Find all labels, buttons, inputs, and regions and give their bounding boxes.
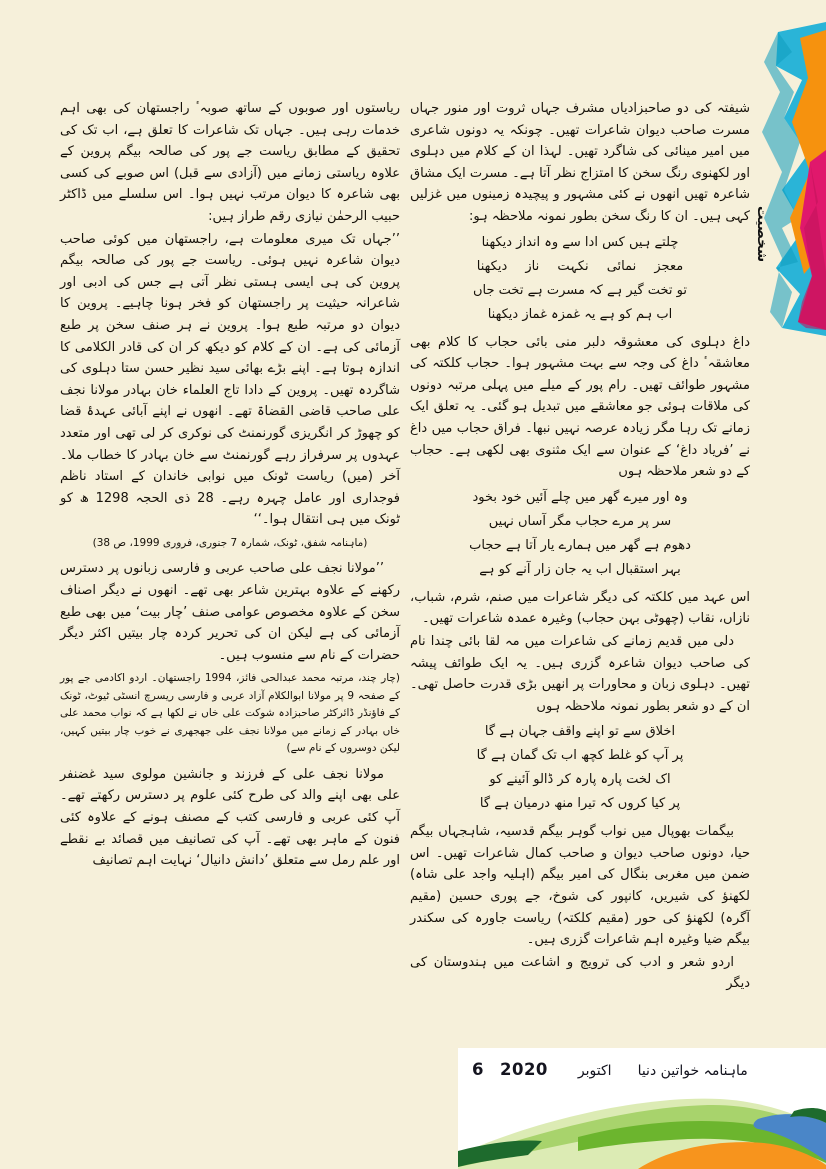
corner-decoration-art: [742, 22, 826, 336]
paragraph: دلی میں قدیم زمانے کی شاعرات میں مہ لقا بائی چندا نام کی صاحب دیوان شاعرہ گزری ہیں۔ یہ ایک طوائف پیشہ تھیں۔ دہلوی زبان و محاورات پر انھیں بڑی قدرت حاصل تھی۔ ان کے دو شعر بطور نمونہ ملاحظہ ہوں: [410, 633, 750, 714]
paragraph: مولانا نجف علی کے فرزند و جانشین مولوی سید غضنفر علی بھی اپنے والد کی طرح کئی علوم پر دسترس رکھتے تھے۔ آپ کئی عربی و فارسی کتب کے مصنف ہونے کے علاوہ کئی فنون کے ماہر بھی تھے۔ آپ کی تصانیف میں قصائد بے نقطے اور علم رمل سے متعلق ’دانش دانیال‘ نہایت اہم تصانیف: [60, 766, 400, 869]
footer: [458, 1048, 826, 1169]
quoted-paragraph: ’’جہاں تک میری معلومات ہے، راجستھان میں کوئی صاحب دیوان شاعرہ نہیں ہوئی۔ ریاست جے پور کی صالحہ بیگم پروین کی ہی ایسی ہستی نظر آتی ہے جس کی ادبی اور شاعرانہ حیثیت پر راجستھان کو فخر ہونا چاہیے۔ پروین کا دیوان دو مرتبہ طبع ہوا۔ پروین نے ہر صنف سخن پر طبع آزمائی کی ہے۔ ان کے کلام کو دیکھ کر ان کی قادر الکلامی کا اندازہ ہوتا ہے۔ اپنے بڑے بھائی سید نظیر حسن ستا دہلوی کی شاگردہ تھیں۔ پروین کے دادا تاج العلماء خان بہادر مولانا نجف علی صاحب قاضی القضاۃ تھے۔ انھوں نے اپنے آبائی عہدۂ قضا کو چھوڑ کر انگریزی گورنمنٹ کی نوکری کر لی تھی اور متعدد عہدوں پر سرفراز رہے گورنمنٹ سے خان بہادر کا خطاب ملا۔ آخر (میں) ریاست ٹونک میں نوابی خاندان کے استاد ناظم فوجداری اور عامل چہرہ رہے۔ 28 ذی الحجہ 1298 ھ کو ٹونک میں ہی انتقال ہوا۔‘‘: [60, 231, 400, 528]
paragraph: بیگمات بھوپال میں نواب گوہر بیگم قدسیہ، شاہجہاں بیگم حیا، دونوں صاحب دیوان و صاحب کمال شاعرات تھیں۔ اس ضمن میں مغربی بنگال کی امیر بیگم (اہلیہ واجد علی شاہ) لکھنؤ کی شیریں، کانپور کی شوخ، جے پوری حسین (مقیم آگرہ) لکھنؤ کی حور (مقیم کلکتہ) ریاست جاورہ کی سکندر بیگم ضیا وغیرہ اہم شاعرات گزری ہیں۔: [410, 824, 750, 948]
page-number: 6: [472, 1060, 484, 1079]
verse-line: چلتے ہیں کس ادا سے وہ انداز دیکھنا: [481, 234, 679, 250]
verse-line: بہر استقبال اب یہ جان زار آنے کو ہے: [479, 561, 681, 577]
paragraph: اس عہد میں کلکتہ کی دیگر شاعرات میں صنم، شرم، شباب، نازاں، نقاب (چھوٹی بہن حجاب) وغیرہ عمدہ شاعرات تھیں۔: [410, 589, 750, 627]
column-right: [410, 98, 750, 996]
verse-line: پر کیا کروں کہ تیرا منھ درمیان ہے گا: [479, 796, 681, 812]
verse-block: [436, 486, 724, 582]
verse-line: اخلاق سے تو اپنے واقف جہان ہے گا: [484, 724, 676, 740]
paragraph: ریاستوں اور صوبوں کے ساتھ صوبہٴ راجستھان کی بھی اہم خدمات رہی ہیں۔ جہاں تک شاعرات کا تعلق ہے، اب تک کی تحقیق کے مطابق ریاست جے پور کی صالحہ بیگم پروین کے علاوہ ریاستی زمانے میں (آزادی سے قبل) اس صوبے کی کسی بھی شاعرہ کا دیوان مرتب نہیں ہوا۔ اس سلسلے میں ڈاکٹر حبیب الرحمٰن نیازی رقم طراز ہیں:: [60, 101, 400, 224]
footer-month: اکتوبر: [577, 1063, 612, 1079]
magazine-name: ماہنامہ خواتین دنیا: [637, 1063, 748, 1079]
verse-line: اب ہم کو ہے یہ غمزہ غماز دیکھنا: [487, 306, 673, 322]
verse-line: سر پر مرے حجاب مگر آساں نہیں: [488, 513, 672, 529]
citation: (چار چند، مرتبہ محمد عبدالحی فائز، 1994 راجستھان۔ اردو اکادمی جے پور کے صفحہ 9 پر مولانا ابوالکلام آزاد عربی و فارسی ریسرچ انسٹی ٹیوٹ، ٹونک کے فاؤنڈر ڈائرکٹر صاحبزادہ شوکت علی خاں نے لکھا ہے کہ نواب محمد علی خاں بہادر کے زمانے میں مولانا نجف علی جھجھری نے خوب چار بیتیں کہیں، لیکن دوسروں کے نام سے): [60, 672, 400, 755]
column-left: [60, 98, 400, 873]
verse-line: تو تخت گیر ہے کہ مسرت ہے تخت جاں: [472, 282, 688, 298]
paragraph: داغ دہلوی کی معشوقہ دلبر منی بائی حجاب کا کلام بھی معاشقہٴ داغ کی وجہ سے بہت مشہور ہوا۔ حجاب کلکتہ کی مشہور طوائف تھیں۔ رام پور کے میلے میں پہلی مرتبہ دونوں کی ملاقات ہوئی جو معاشقے میں تبدیل ہو گئی۔ یہ تعلق ایک زمانے تک رہا مگر زیادہ عرصہ نہیں نبھا۔ فراق حجاب میں داغ نے ’فریاد داغ‘ کے عنوان سے ایک مثنوی بھی لکھی ہے۔ حجاب کے دو شعر ملاحظہ ہوں: [410, 334, 750, 480]
verse-block: [436, 231, 724, 327]
verse-line: اک لخت پارہ پارہ کر ڈالو آئینے کو: [489, 772, 671, 788]
verse-line: معجز نمائی نکہت ناز دیکھنا: [476, 258, 684, 274]
verse-line: دھوم ہے گھر میں ہمارے یار آتا ہے حجاب: [469, 537, 691, 553]
verse-line: پر آپ کو غلط کچھ اب تک گمان ہے گا: [476, 748, 684, 764]
footer-text-row: [472, 1060, 818, 1079]
footer-year: 2020: [499, 1060, 548, 1079]
verse-block: [436, 720, 724, 816]
footer-wave-decoration: [458, 1093, 826, 1169]
verse-line: وہ اور میرے گھر میں چلے آئیں خود بخود: [472, 489, 688, 505]
paragraph: شیفتہ کی دو صاحبزادیاں مشرف جہاں ثروت اور منور جہاں مسرت صاحب دیوان شاعرات تھیں۔ چونکہ یہ دونوں شاعری میں امیر مینائی کی شاگرد تھیں۔ لہذا ان کے کلام میں دہلوی اور لکھنوی رنگ سخن کا امتزاج نظر آتا ہے۔ مسرت ایک مشاق شاعرہ تھیں انھوں نے کئی مشہور و پیچیدہ زمینوں میں غزلیں کہی ہیں۔ ان کا رنگ سخن بطور نمونہ ملاحظہ ہو:: [410, 101, 750, 224]
section-label: شخصیت: [754, 205, 770, 262]
paragraph: اردو شعر و ادب کی ترویج و اشاعت میں ہندوستان کی دیگر: [410, 954, 750, 992]
citation: (ماہنامہ شفق، ٹونک، شمارہ 7 جنوری، فروری 1999، ص 38): [92, 536, 368, 549]
quoted-paragraph: ’’مولانا نجف علی صاحب عربی و فارسی زبانوں پر دسترس رکھنے کے علاوہ بہترین شاعر بھی تھے۔ انھوں نے دیگر اصناف سخن کے علاوہ مخصوص عوامی صنف ’چار بیت‘ میں بھی طبع آزمائی کی ہے لیکن ان کی تحریر کردہ چار بیتیں اکثر دیگر حضرات کے نام سے منسوب ہیں۔: [60, 561, 400, 663]
